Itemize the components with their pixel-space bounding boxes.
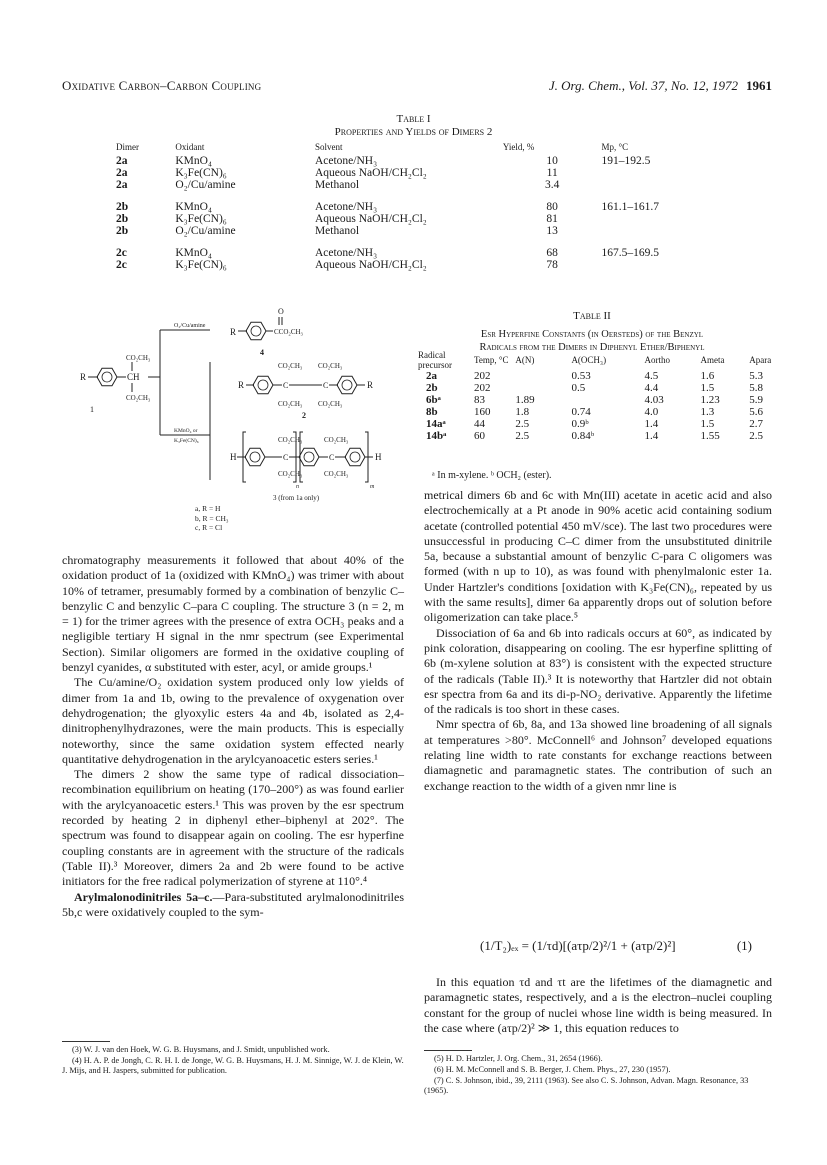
table1-group-gap <box>100 191 720 201</box>
table2-cell: 1.23 <box>700 394 720 406</box>
table1 <box>100 141 720 271</box>
table1-cell-dimer: 2a <box>116 155 128 167</box>
table1-group-gap <box>100 237 720 247</box>
table2-header-aoch3: A(OCH₃) <box>571 355 607 365</box>
table2-cell: 5.6 <box>749 406 763 418</box>
compound-label-1: 1 <box>90 405 94 414</box>
table2-cell: 2.5 <box>515 430 530 442</box>
co2ch3-label: CO₂CH₃ <box>278 362 303 370</box>
oxygen-label: O <box>278 307 284 316</box>
table1-row <box>100 179 720 191</box>
carbon-label: C <box>329 453 335 462</box>
subscript-n: n <box>296 484 299 490</box>
table2-header-aortho: Aortho <box>644 355 670 365</box>
table1-cell-yield: 81 <box>546 213 558 225</box>
table1-header-row <box>100 141 720 155</box>
left-footnotes <box>62 1045 404 1077</box>
paragraph: The dimers 2 show the same type of radical dissociation–recombination equilibrium on heating (170–200°) as was found earlier with the arylcyanoacetic esters.¹ This was proven by the esr spectrum recorded by heating 2 in diphenyl ether–biphenyl at 202°. The spectrum was found to disappear again on cooling. The esr hyperfine coupling constants are in agreement with the structure of the radicals (Table II).³ Moreover, dimers 2a and 2b were found to be active initiators for the free radical polymerization of styrene at 110°.⁴ <box>62 767 404 889</box>
table1-header-mp: Mp, °C <box>601 142 629 152</box>
table1-cell-mp <box>601 213 720 225</box>
table2-cell: 0.74 <box>571 406 591 418</box>
table2-row <box>418 370 798 382</box>
table1-cell-mp <box>601 167 720 179</box>
footnote-rule <box>62 1041 110 1042</box>
table2-row <box>418 418 798 430</box>
footnote-rule <box>424 1050 472 1051</box>
paragraph: Nmr spectra of 6b, 8a, and 13a showed line broadening of all signals at temperatures >80°. McConnell⁶ and Johnson⁷ developed equations relating line width to rate constants for exchange reactions between diamagnetic and paramagnetic states. The contribution of such an exchange reaction to the width of a given nmr line is <box>424 717 772 793</box>
table1-cell-mp <box>601 259 720 271</box>
paragraph: Dissociation of 6a and 6b into radicals occurs at 60°, as indicated by pink coloration, disappearing on cooling. The esr hyperfine splitting of 6b (m-xylene solution at 83°) is consistent with the expected structure of the radicals (Table II).³ It is noteworthy that Hartzler did not obtain esr spectra from 6a and its di-p-NO₂ derivative. Apparently the lifetime of the radicals is too short in these cases. <box>424 625 772 717</box>
co2ch3-label: CO₂CH₃ <box>278 436 303 444</box>
table1-cell-dimer: 2b <box>116 201 129 213</box>
table2-cell: 1.6 <box>700 370 715 382</box>
table1-cell-yield: 11 <box>546 167 558 179</box>
table1-cell-solvent: Acetone/NH₃ <box>314 155 378 167</box>
table2-cell: 14bᵃ <box>426 430 447 442</box>
table1-header-oxidant: Oxidant <box>175 142 205 152</box>
table2-block <box>412 310 772 354</box>
table2-header-an: A(N) <box>515 355 535 365</box>
table2-cell: 0.53 <box>571 370 591 382</box>
r-label-2: R <box>238 380 245 390</box>
co2ch3-label: CO₂CH₃ <box>278 400 303 408</box>
right-footnotes <box>424 1054 772 1097</box>
paragraph: In this equation τd and τt are the lifetimes of the diamagnetic and paramagnetic states, respectively, and a is the electron–nuclei coupling constant for the group of nuclei whose line width is being measured. In the case where (aτp/2)² ≫ 1, this equation reduces to <box>424 975 772 1035</box>
table2-cell: 1.5 <box>700 382 715 394</box>
table1-cell-yield: 13 <box>546 225 558 237</box>
cco2ch3-label: CCO₂CH₃ <box>274 328 303 336</box>
table1-cell-dimer: 2a <box>116 167 128 179</box>
table2-cell: 202 <box>474 370 491 382</box>
table2-cell: 1.8 <box>515 406 530 418</box>
footnote-3: (3) W. J. van den Hoek, W. G. B. Huysmans, and J. Smidt, unpublished work. <box>72 1045 330 1054</box>
equation-1: (1/T₂)ₑₓ = (1/τd)[(aτp/2)²/1 + (aτp/2)²] (1) <box>480 938 752 953</box>
table2-header-row <box>418 350 798 370</box>
table2-cell: 0.9ᵇ <box>571 418 589 430</box>
co2ch3-label: CO₂CH₃ <box>324 436 349 444</box>
paragraph: The Cu/amine/O₂ oxidation system produced only low yields of dimer from 1a and 1b, owing to the prevalence of oxygenation over dehydrogenation; the glyoxylic esters 4a and 4b, isolated as 2,4-dinitrophenylhydrazones, were the main products. This is especially noteworthy, since the same oxidation system effected nearly quantitative dehydrogenation in the arylcyanoacetic esters series.¹ <box>62 675 404 766</box>
table2-subtitle-1: Esr Hyperfine Constants (in Oersteds) of the Benzyl <box>480 329 704 340</box>
ch-label: CH <box>127 372 140 382</box>
h-label: H <box>230 452 237 462</box>
table2-cell: 1.5 <box>700 418 715 430</box>
co2ch3-label: CO₂CH₃ <box>126 394 151 402</box>
table1-header-yield: Yield, % <box>502 142 535 152</box>
carbon-label: C <box>283 381 289 390</box>
footnote-5: (5) H. D. Hartzler, J. Org. Chem., 31, 2654 (1966). <box>434 1054 603 1063</box>
table2-cell: 0.84ᵇ <box>571 430 595 442</box>
co2ch3-label: CO₂CH₃ <box>318 400 343 408</box>
table1-cell-yield: 3.4 <box>544 179 560 191</box>
reagent-o2-label: O₂/Cu/amine <box>174 323 206 329</box>
table2-row <box>418 394 798 406</box>
table2-row <box>418 382 798 394</box>
table2-cell: 1.3 <box>700 406 715 418</box>
footnote-4: (4) H. A. P. de Jongh, C. R. H. I. de Jonge, W. G. B. Huysmans, H. J. M. Sinnige, W. J. de Klein, W. J. Mijs, and H. Jaspers, submitted for publication. <box>62 1056 404 1075</box>
substituent-list <box>195 504 229 533</box>
table2-footnote: ᵃ In m-xylene. ᵇ OCH₂ (ester). <box>432 470 552 481</box>
table1-cell-mp: 167.5–169.5 <box>601 247 659 259</box>
paragraph-text: —Para-substituted arylmalonodinitriles 5b,c were oxidatively coupled to the sym- <box>62 889 404 919</box>
carbon-label: C <box>283 453 289 462</box>
benzene-ring <box>345 448 365 465</box>
benzene-ring <box>299 448 319 465</box>
compound-label-4: 4 <box>260 348 264 357</box>
table1-cell-dimer: 2b <box>116 213 129 225</box>
table1-cell-mp <box>601 225 720 237</box>
table1-row <box>100 155 720 167</box>
benzene-ring <box>253 376 273 393</box>
table1-row <box>100 259 720 271</box>
table1-cell-oxidant: KMnO₄ <box>175 155 212 167</box>
table2-cell: 2.7 <box>749 418 763 430</box>
paragraph <box>62 890 404 921</box>
benzene-ring <box>337 376 357 393</box>
table2-title: Table II <box>573 310 611 322</box>
table1-header-dimer: Dimer <box>116 142 139 152</box>
r-label-2b: R <box>367 380 374 390</box>
table2-cell: 1.4 <box>644 418 659 430</box>
reaction-scheme <box>60 300 410 510</box>
table2-cell: 5.8 <box>749 382 763 394</box>
table2-cell: 4.5 <box>644 370 659 382</box>
table2-cell: 1.4 <box>644 430 659 442</box>
table1-cell-mp: 191–192.5 <box>601 155 651 167</box>
reagent-kmno4-label: KMnO₄ or <box>174 428 198 434</box>
table2-cell: 1.55 <box>700 430 720 442</box>
table1-cell-oxidant: O₂/Cu/amine <box>175 179 236 191</box>
table1-cell-oxidant: K₃Fe(CN)₆ <box>175 259 227 271</box>
table1-cell-oxidant: O₂/Cu/amine <box>175 225 236 237</box>
footnote-6: (6) H. M. McConnell and S. B. Berger, J. Chem. Phys., 27, 230 (1957). <box>434 1065 671 1074</box>
compound-label-3: 3 (from 1a only) <box>273 494 320 502</box>
table2-cell: 160 <box>474 406 491 418</box>
table2-cell: 2.5 <box>749 430 763 442</box>
compound-label-2: 2 <box>302 411 306 420</box>
paragraph: chromatography measurements it followed that about 40% of the oxidation product of 1a (oxidized with KMnO₄) was trimer with about 10% of tetramer, presumably formed by a combination of benzylic C–benzylic C and benzylic C–para C coupling. The structure 3 (n = 2, m = 1) for the trimer agrees with the presence of extra OCH₃ peaks and a negligible tertiary H signal in the nmr spectrum (see Experimental Section). Similar oligomers are formed in the oxidative coupling of benzyl cyanides, α substituted with ester, acyl, or amide groups.¹ <box>62 553 404 675</box>
r-label-1: R <box>80 372 87 382</box>
table1-cell-oxidant: KMnO₄ <box>175 201 212 213</box>
table2-cell: 5.9 <box>749 394 763 406</box>
table1-cell-solvent: Acetone/NH₃ <box>314 201 378 213</box>
table1-cell-yield: 10 <box>546 155 558 167</box>
table2-cell: 0.5 <box>571 382 586 394</box>
substituent-c: c, R = Cl <box>195 523 223 532</box>
table2-header-precursor: Radical precursor <box>418 350 452 370</box>
table2-header-ameta: Ameta <box>700 355 725 365</box>
substituent-b: b, R = CH₃ <box>195 513 229 523</box>
journal-name: J. Org. Chem., Vol. 37, No. 12, 1972 <box>548 78 738 93</box>
table2-header-temp: Temp, °C <box>474 355 509 365</box>
table2-body <box>418 370 798 442</box>
table1-row <box>100 213 720 225</box>
table2-cell: 4.0 <box>644 406 659 418</box>
table1-cell-dimer: 2c <box>116 247 127 259</box>
subscript-m: m <box>370 484 375 490</box>
co2ch3-label: CO₂CH₃ <box>324 470 349 478</box>
benzene-ring <box>245 448 265 465</box>
table2-subtitle-2: Radicals from the Dimers in Diphenyl Ether/Biphenyl <box>479 342 705 353</box>
paragraph: metrical dimers 6b and 6c with Mn(III) acetate in acetic acid and also electrochemically at a Pt anode in 90% acetic acid containing sodium acetate (controlled potential 450 mV/sce). The last two procedures were unsuccessful in producing C–C dimer from the unsubstituted dinitrile 5a, because a substantial amount of benzylic C-para C oligomers was formed (with n up to 10), as was found with phenylmalonic ester 1a. Under Hartzler's conditions [oxidation with K₃Fe(CN)₆, repeated by us with the same results], dimer 6a apparently drops out of solution before oligomerization can take place.⁵ <box>424 488 772 625</box>
table1-cell-solvent: Aqueous NaOH/CH₂Cl₂ <box>314 213 427 225</box>
page-number: 1961 <box>746 78 772 93</box>
table1-title: Table I <box>396 113 431 125</box>
table2-cell: 14aᵃ <box>426 418 446 430</box>
table1-cell-dimer: 2b <box>116 225 129 237</box>
co2ch3-label: CO₂CH₃ <box>126 354 151 362</box>
table1-header-solvent: Solvent <box>314 142 343 152</box>
table1-row <box>100 167 720 179</box>
co2ch3-label: CO₂CH₃ <box>318 362 343 370</box>
table2-row <box>418 406 798 418</box>
footnote-7: (7) C. S. Johnson, ibid., 39, 2111 (1963). See also C. S. Johnson, Advan. Magn. Resonance, 33 (1965). <box>424 1076 749 1095</box>
table1-cell-yield: 78 <box>546 259 558 271</box>
table1-cell-oxidant: K₃Fe(CN)₆ <box>175 167 227 179</box>
table2-cell: 1.89 <box>515 394 535 406</box>
table2-header-apara: Apara <box>749 355 772 365</box>
table2-cell: 8b <box>426 406 438 418</box>
table1-cell-yield: 68 <box>546 247 558 259</box>
table2-cell <box>571 394 644 406</box>
table1-row <box>100 225 720 237</box>
table1-row <box>100 247 720 259</box>
table1-cell-mp: 161.1–161.7 <box>601 201 659 213</box>
table2-cell: 4.4 <box>644 382 659 394</box>
r-label-4: R <box>230 327 237 337</box>
table1-cell-oxidant: KMnO₄ <box>175 247 212 259</box>
table1-cell-yield: 80 <box>546 201 558 213</box>
table1-row <box>100 201 720 213</box>
table2-cell: 2a <box>426 370 437 382</box>
table1-cell-dimer: 2c <box>116 259 127 271</box>
journal-citation <box>549 78 772 94</box>
h-label-end: H <box>375 452 382 462</box>
left-column <box>62 553 404 920</box>
table1-cell-mp <box>601 179 720 191</box>
table2-cell: 44 <box>474 418 486 430</box>
benzene-ring <box>246 322 266 339</box>
carbon-label: C <box>323 381 329 390</box>
table1-cell-solvent: Methanol <box>314 225 360 237</box>
table2-cell: 83 <box>474 394 486 406</box>
table2-cell <box>515 382 571 394</box>
table2-row <box>418 430 798 442</box>
table2-cell: 5.3 <box>749 370 763 382</box>
table1-cell-dimer: 2a <box>116 179 128 191</box>
table2 <box>418 350 798 442</box>
table2-cell: 2b <box>426 382 438 394</box>
table1-subtitle: Properties and Yields of Dimers 2 <box>334 126 493 138</box>
reagent-fe-label: K₃Fe(CN)₆ <box>174 438 199 444</box>
table2-cell <box>515 370 571 382</box>
section-heading: Arylmalonodinitriles 5a–c. <box>74 889 213 904</box>
equation-number: (1) <box>736 938 752 953</box>
right-column-cont <box>424 975 772 1036</box>
table1-cell-solvent: Acetone/NH₃ <box>314 247 378 259</box>
table2-cell: 4.03 <box>644 394 664 406</box>
table2-cell: 2.5 <box>515 418 530 430</box>
running-head <box>62 78 772 98</box>
substituent-a: a, R = H <box>195 504 221 513</box>
table1-cell-solvent: Methanol <box>314 179 360 191</box>
table1-cell-oxidant: K₃Fe(CN)₆ <box>175 213 227 225</box>
section-title: Oxidative Carbon–Carbon Coupling <box>62 78 262 93</box>
table1-cell-solvent: Aqueous NaOH/CH₂Cl₂ <box>314 259 427 271</box>
co2ch3-label: CO₂CH₃ <box>278 470 303 478</box>
table2-cell: 202 <box>474 382 491 394</box>
right-column <box>424 488 772 794</box>
benzene-ring <box>97 368 117 385</box>
table1-cell-solvent: Aqueous NaOH/CH₂Cl₂ <box>314 167 427 179</box>
table1-body <box>100 155 720 271</box>
table2-cell: 60 <box>474 430 486 442</box>
table2-cell: 6bᵃ <box>426 394 441 406</box>
